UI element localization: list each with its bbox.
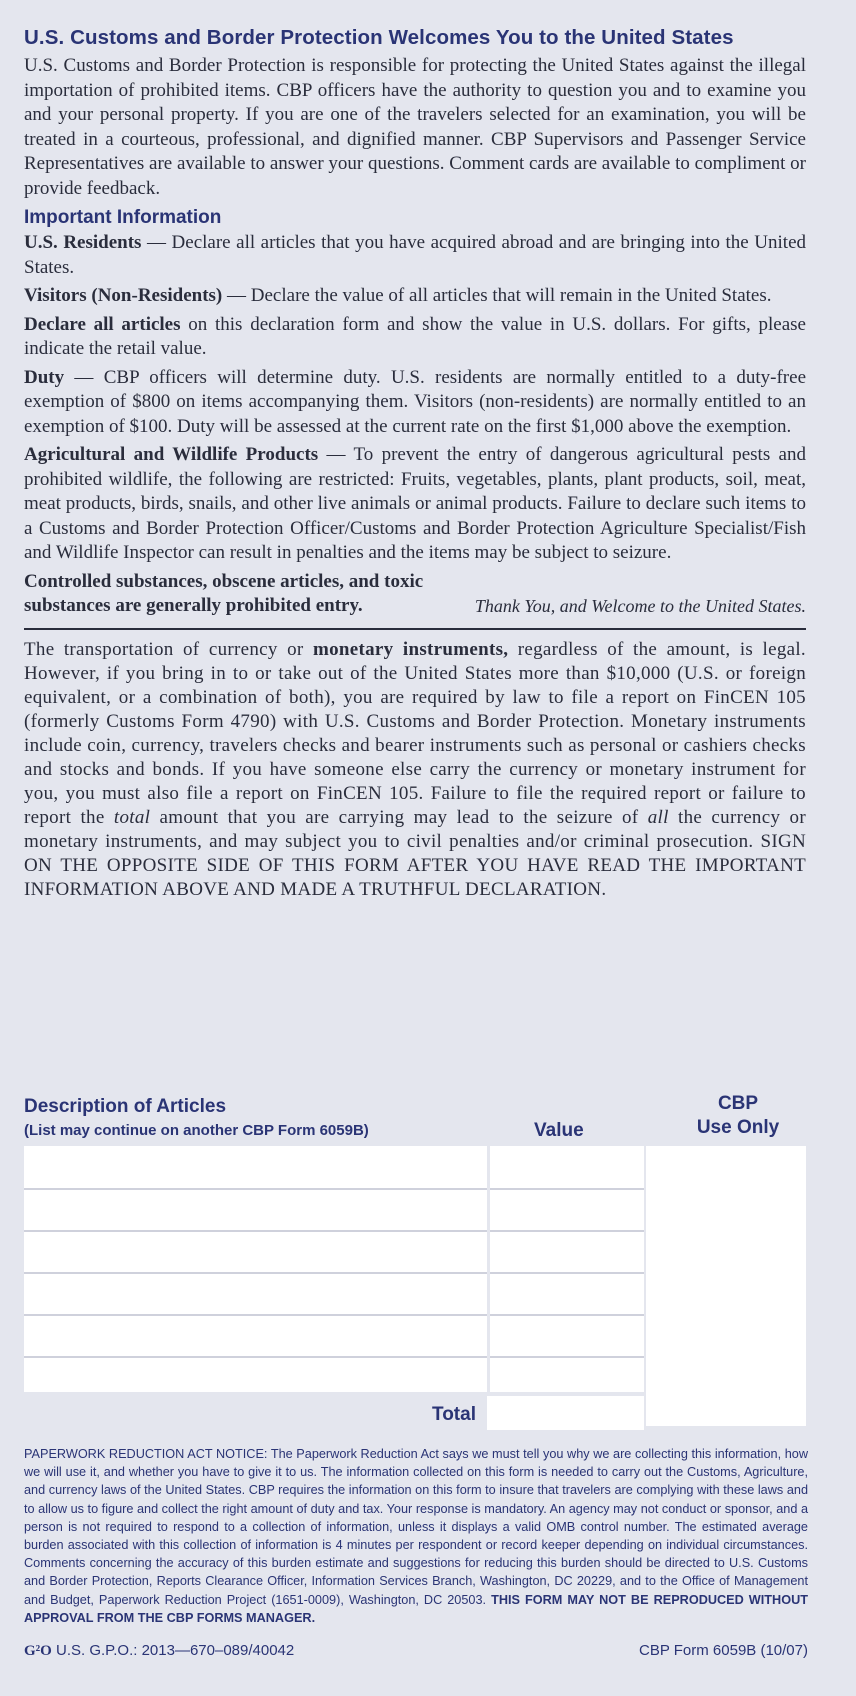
row-line <box>24 1314 487 1316</box>
section-label: Duty <box>24 366 65 388</box>
section-text: — CBP officers will determine duty. U.S. residents are normally entitled to a duty-free exemption of $800 on items accompanying them. Visitors (non-residents) are normally entitled to an exemption of $100. Duty will be assessed at the current rate on the first $1,000 above the exemption. <box>24 366 806 437</box>
section-visitors <box>24 284 806 309</box>
section-text: — To prevent the entry of dangerous agricultural pests and prohibited wildlife, the following are restricted: Fruits, vegetables, plants, plant products, soil, meat, meat products, birds, snails, and other live animals or animal products. Failure to declare such items to a Customs and Border Protection Officer/Customs and Border Protection Agriculture Specialist/Fish and Wildlife Inspector can result in penalties and the items may be subject to seizure. <box>24 444 806 563</box>
closing-row <box>24 570 806 618</box>
notice-bold: THIS FORM MAY NOT BE REPRODUCED WITHOUT APPROVAL FROM THE CBP FORMS MANAGER. <box>24 1592 809 1625</box>
row-line <box>490 1314 644 1316</box>
section-label: U.S. Residents <box>24 232 142 253</box>
row-line <box>490 1272 644 1274</box>
currency-text: The transportation of currency or <box>24 638 313 660</box>
cbp-use-column <box>646 1146 806 1426</box>
currency-text: the currency or monetary instruments, and may subject you to civil penalties and/or criminal prosecution. <box>24 806 806 852</box>
value-column[interactable] <box>487 1146 644 1392</box>
sign-instruction: SIGN ON THE OPPOSITE SIDE OF THIS FORM AFTER YOU HAVE READ THE IMPORTANT INFORMATION ABOVE AND MADE A TRUTHFUL DECLARATION. <box>24 830 806 900</box>
description-note: (List may continue on another CBP Form 6059B) <box>24 1122 369 1139</box>
total-italic: total <box>113 806 151 828</box>
cbp-use-only-header: CBP Use Only <box>696 1093 780 1138</box>
controlled-substances-text: Controlled substances, obscene articles, and toxic substances are generally prohibited entry. <box>24 570 424 616</box>
divider <box>24 628 806 630</box>
row-line <box>490 1188 644 1190</box>
row-line <box>490 1230 644 1232</box>
row-line <box>24 1230 487 1232</box>
form-number: CBP Form 6059B (10/07) <box>639 1642 808 1659</box>
intro-paragraph: U.S. Customs and Border Protection is responsible for protecting the United States against the illegal importation of prohibited items. CBP officers have the authority to question you and to examine you and your personal property. If you are one of the travelers selected for an examination, you will be treated in a courteous, professional, and dignified manner. CBP Supervisors and Passenger Service Representatives are available to answer your questions. Comment cards are available to compliment or provide feedback. <box>24 55 806 199</box>
monetary-instruments-bold: monetary instruments, <box>312 638 509 660</box>
row-line <box>24 1272 487 1274</box>
currency-text: amount that you are carrying may lead to the seizure of <box>150 806 648 828</box>
important-heading: Important Information <box>24 207 222 228</box>
gpo-text: U.S. G.P.O.: 2013—670–089/40042 <box>51 1642 295 1659</box>
section-label: Agricultural and Wildlife Products <box>24 444 319 465</box>
section-text: on this declaration form and show the value in U.S. dollars. For gifts, please indicate the retail value. <box>24 313 806 359</box>
value-header: Value <box>534 1120 584 1141</box>
page-title: U.S. Customs and Border Protection Welcomes You to the United States <box>24 26 734 49</box>
form-content <box>24 26 806 902</box>
description-column[interactable] <box>24 1146 487 1392</box>
gpo-info <box>24 1642 294 1660</box>
description-header: Description of Articles <box>24 1096 227 1117</box>
row-line <box>24 1356 487 1358</box>
thank-you-text: Thank You, and Welcome to the United States. <box>474 595 806 616</box>
currency-text: regardless of the amount, is legal. However, if you bring in to or take out of the United States more than $10,000 (U.S. or foreign equivalent, or a combination of both), you are required by law to file a report on FinCEN 105 (formerly Customs Form 4790) with U.S. Customs and Border Protection. Monetary instruments include coin, currency, travelers checks and bearer instruments such as personal or cashiers checks and stocks and bonds. If you have someone else carry the currency or monetary instrument for you, you must also file a report on FinCEN 105. Failure to file the required report or failure to report the <box>24 638 806 828</box>
section-residents <box>24 231 806 280</box>
row-line <box>24 1188 487 1190</box>
section-text: — Declare all articles that you have acquired abroad and are bringing into the United States. <box>24 232 806 278</box>
section-duty <box>24 366 806 440</box>
section-label: Visitors (Non-Residents) <box>24 285 223 306</box>
all-italic: all <box>647 806 669 828</box>
gpo-logo-icon: G²O <box>24 1643 52 1659</box>
section-declare <box>24 313 806 362</box>
section-text: — Declare the value of all articles that will remain in the United States. <box>222 285 772 306</box>
total-field[interactable] <box>487 1396 644 1430</box>
section-agricultural <box>24 443 806 566</box>
row-line <box>490 1356 644 1358</box>
section-label: Declare all articles <box>24 313 181 335</box>
total-label: Total <box>432 1404 476 1425</box>
currency-paragraph <box>24 638 806 902</box>
paperwork-notice <box>24 1445 808 1627</box>
footer <box>24 1642 808 1660</box>
notice-text: PAPERWORK REDUCTION ACT NOTICE: The Paperwork Reduction Act says we must tell you why we are collecting this information, how we will use it, and whether you have to give it to us. The information collected on this form is needed to carry out the Customs, Agriculture, and currency laws of the United States. CBP requires the information on this form to insure that travelers are complying with these laws and to allow us to figure and collect the right amount of duty and tax. Your response is mandatory. An agency may not conduct or sponsor, and a person is not required to respond to a collection of information, unless it displays a valid OMB control number. The estimated average burden associated with this collection of information is 4 minutes per respondent or record keeper depending on individual circumstances. Comments concerning the accuracy of this burden estimate and suggestions for reducing this burden should be directed to U.S. Customs and Border Protection, Reports Clearance Officer, Information Services Branch, Washington, DC 20229, and to the Office of Management and Budget, Paperwork Reduction Project (1651-0009), Washington, DC 20503. <box>24 1447 808 1607</box>
